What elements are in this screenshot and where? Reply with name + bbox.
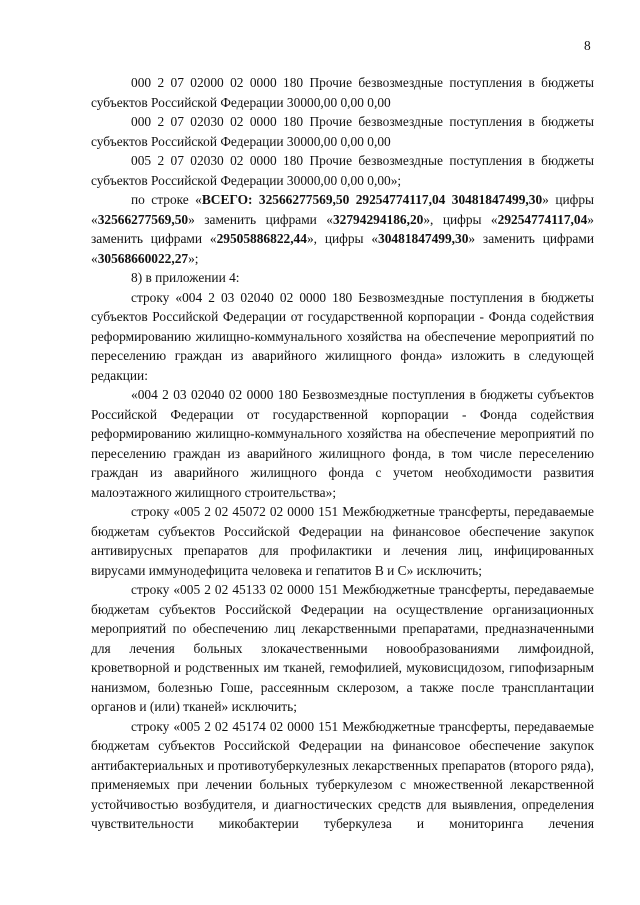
totals-old-value-2: 29254774117,04	[497, 211, 588, 227]
totals-old-value-1: 32566277569,50	[97, 211, 189, 227]
paragraph-6: «004 2 03 02040 02 0000 180 Безвозмездные поступления в бюджеты субъектов Российской Федерации от государственной корпорации - Фонда содействия реформированию жилищно-коммунального хозяйства на обеспечение мероприятий по переселению граждан из аварийного жилищного фонда, в том числе переселению граждан из аварийного жилищного фонда с учетом необходимости развития малоэтажного жилищного строительства»;	[91, 387, 594, 500]
totals-word-1: цифры «	[91, 192, 595, 227]
totals-suffix: »	[542, 192, 549, 207]
page-number: 8	[584, 38, 591, 53]
totals-word-4: » заменить цифрами «	[91, 211, 594, 246]
paragraph-5: строку «004 2 03 02040 02 0000 180 Безвозмездные поступления в бюджеты субъектов Российской Федерации от государственной корпорации - Фонда содействия реформированию жилищно-коммунального хозяйства на обеспечение мероприятий по переселению граждан из аварийного жилищного фонда» изложить в следующей редакции:	[91, 289, 594, 383]
totals-word-2: » заменить цифрами «	[188, 211, 333, 227]
document-body	[91, 73, 594, 834]
totals-word-3: », цифры «	[423, 211, 498, 227]
paragraph-3: 005 2 07 02030 02 0000 180 Прочие безвозмездные поступления в бюджеты субъектов Российской Федерации 30000,00 0,00 0,00»;	[91, 153, 594, 188]
paragraph-8: строку «005 2 02 45133 02 0000 151 Межбюджетные трансферты, передаваемые бюджетам субъектов Российской Федерации на осуществление организационных мероприятий по обеспечению лиц лекарственными препаратами, предназначенными для лечения больных злокачественными новообразованиями лимфоидной, кроветворной и родственных им тканей, гемофилией, муковисцидозом, гипофизарным нанизмом, болезнью Гоше, рассеянным склерозом, а также после трансплантации органов и (или) тканей» исключить;	[91, 582, 594, 714]
paragraph-1: 000 2 07 02000 02 0000 180 Прочие безвозмездные поступления в бюджеты субъектов Российской Федерации 30000,00 0,00 0,00	[91, 75, 594, 110]
totals-word-7: »;	[188, 250, 199, 266]
totals-new-value-1: 32794294186,20	[332, 211, 424, 227]
paragraph-totals	[91, 190, 594, 268]
totals-new-value-2: 29505886822,44	[216, 231, 307, 246]
paragraph-9: строку «005 2 02 45174 02 0000 151 Межбюджетные трансферты, передаваемые бюджетам субъектов Российской Федерации на финансовое обеспечение закупок антибактериальных и противотуберкулезных лекарственных препаратов (второго ряда), применяемых при лечении больных туберкулезом с множественной лекарственной устойчивостью возбудителя, и диагностических средств для выявления, определения чувствительности микобактерии туберкулеза и мониторинга лечения	[91, 718, 594, 831]
totals-prefix: по строке «	[131, 192, 202, 207]
totals-word-6: » заменить цифрами «	[91, 231, 594, 266]
paragraph-2: 000 2 07 02030 02 0000 180 Прочие безвозмездные поступления в бюджеты субъектов Российской Федерации 30000,00 0,00 0,00	[91, 114, 594, 149]
paragraph-appendix-4: 8) в приложении 4:	[131, 270, 240, 285]
paragraph-7: строку «005 2 02 45072 02 0000 151 Межбюджетные трансферты, передаваемые бюджетам субъектов Российской Федерации на финансовое обеспечение закупок антивирусных препаратов для профилактики и лечения лиц, инфицированных вирусами иммунодефицита человека и гепатитов B и C» исключить;	[91, 504, 594, 578]
totals-old-value-3: 30481847499,30	[378, 231, 469, 246]
totals-word-5: », цифры «	[306, 231, 379, 246]
totals-new-value-3: 30568660022,27	[97, 250, 189, 266]
totals-bold-line: ВСЕГО: 32566277569,50 29254774117,04 30481847499,30	[201, 192, 543, 207]
